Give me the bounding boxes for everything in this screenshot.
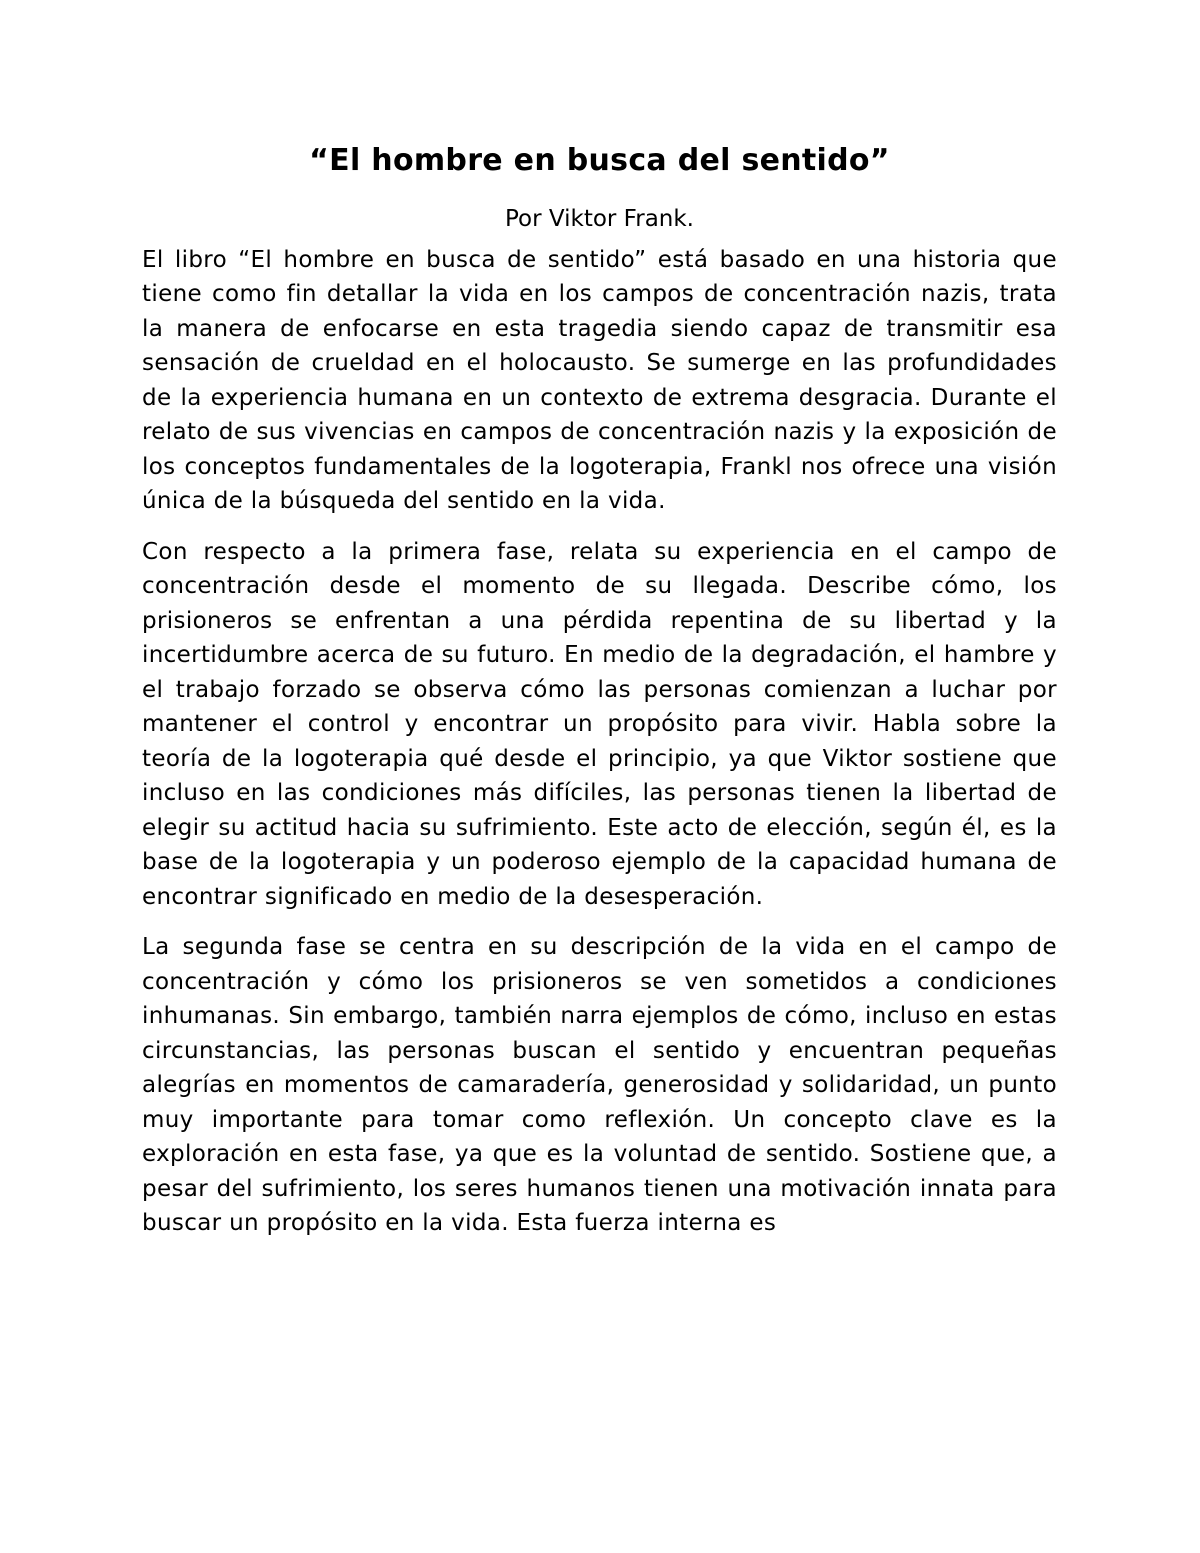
paragraph-1: El libro “El hombre en busca de sentido” está basado en una historia que tiene como fin detallar la vida en los campos de concentración nazis, trata la manera de enfocarse en esta tragedia siendo capaz de transmitir esa sensación de crueldad en el holocausto. Se sumerge en las profundidades de la experiencia humana en un contexto de extrema desgracia. Durante el relato de sus vivencias en campos de concentración nazis y la exposición de los conceptos fundamentales de la logoterapia, Frankl nos ofrece una visión única de la búsqueda del sentido en la vida. <box>142 246 1057 514</box>
document-page <box>142 138 1057 1241</box>
paragraph-2: Con respecto a la primera fase, relata su experiencia en el campo de concentración desde el momento de su llegada. Describe cómo, los prisioneros se enfrentan a una pérdida repentina de su libertad y la incertidumbre acerca de su futuro. En medio de la degradación, el hambre y el trabajo forzado se observa cómo las personas comienzan a luchar por mantener el control y encontrar un propósito para vivir. Habla sobre la teoría de la logoterapia qué desde el principio, ya que Viktor sostiene que incluso en las condiciones más difíciles, las personas tienen la libertad de elegir su actitud hacia su sufrimiento. Este acto de elección, según él, es la base de la logoterapia y un poderoso ejemplo de la capacidad humana de encontrar significado en medio de la desesperación. <box>142 538 1057 910</box>
document-title: “El hombre en busca del sentido” <box>309 143 890 178</box>
document-author: Por Viktor Frank. <box>505 206 694 232</box>
paragraph-3: La segunda fase se centra en su descripción de la vida en el campo de concentración y cómo los prisioneros se ven sometidos a condiciones inhumanas. Sin embargo, también narra ejemplos de cómo, incluso en estas circunstancias, las personas buscan el sentido y encuentran pequeñas alegrías en momentos de camaradería, generosidad y solidaridad, un punto muy importante para tomar como reflexión. Un concepto clave es la exploración en esta fase, ya que es la voluntad de sentido. Sostiene que, a pesar del sufrimiento, los seres humanos tienen una motivación innata para buscar un propósito en la vida. Esta fuerza interna es <box>142 934 1057 1236</box>
